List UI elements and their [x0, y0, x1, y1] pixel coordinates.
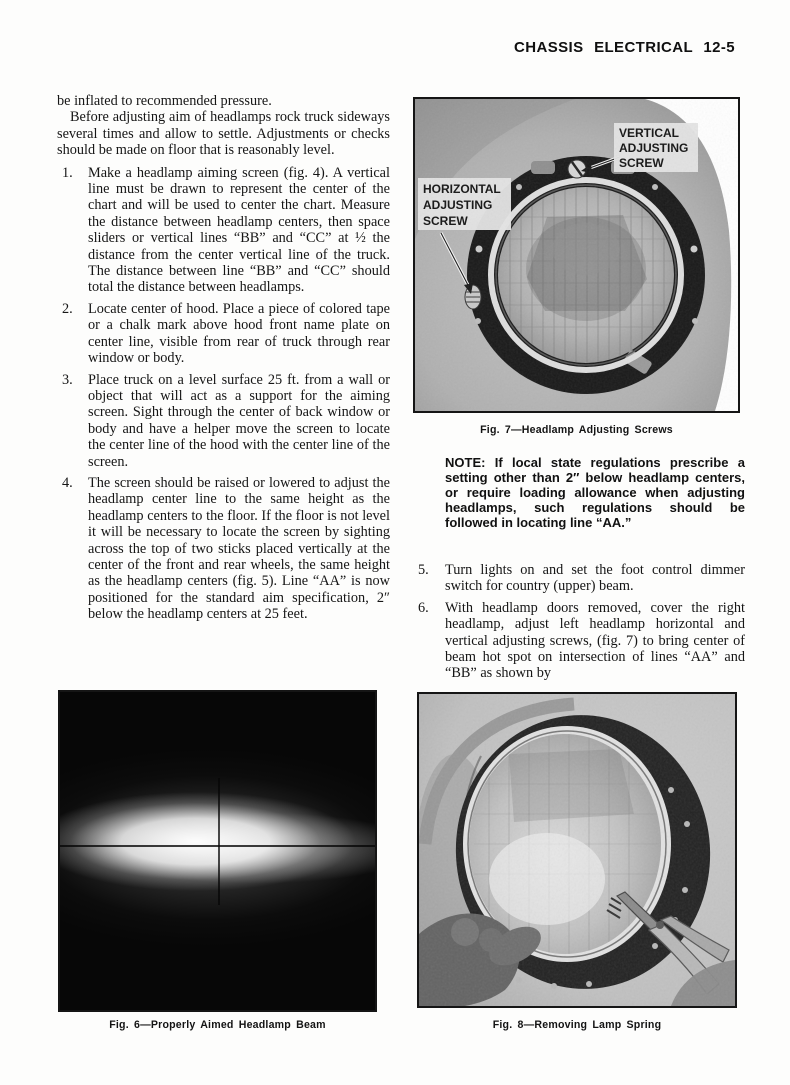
- step-text: With headlamp doors removed, cover the right headlamp, adjust left headlamp horizontal and vertical adjusting screws, (fig. 7) to bring center of beam hot spot on intersection of lines “AA” and “BB” as shown by: [445, 599, 745, 682]
- figure-8-caption: Fig. 8—Removing Lamp Spring: [492, 1019, 662, 1031]
- label-line: ADJUSTING: [423, 198, 493, 212]
- step-item: [57, 372, 390, 470]
- step-item: [413, 562, 745, 595]
- step-item: [57, 475, 390, 623]
- step-number: 4.: [62, 474, 73, 491]
- label-line: ADJUSTING: [619, 141, 689, 155]
- figure-8-removing-lamp-spring-photo: [417, 692, 737, 1008]
- figure-7-caption: Fig. 7—Headlamp Adjusting Screws: [480, 424, 673, 436]
- note-block: NOTE: If local state regulations prescribe a setting other than 2″ below headlamp centers, or require loading allowance when adjusting headlamps, such regulations should be followed in locating line “AA.”: [445, 455, 745, 530]
- figure-6-headlamp-beam-photo: [58, 690, 377, 1012]
- label-line: SCREW: [423, 214, 468, 228]
- step-number: 5.: [418, 562, 429, 578]
- label-line: VERTICAL: [619, 126, 679, 140]
- step-text: The screen should be raised or lowered to adjust the headlamp center line to the same height as the headlamp centers to the floor. If the floor is not level it will be necessary to locate the screen by sighting across the top of two sticks placed vertically at the center of the front and rear wheels, the same height as the headlamp centers (fig. 5). Line “AA” is now positioned for the standard aim specification, 2″ below the headlamp centers at 25 feet.: [88, 474, 390, 623]
- aiming-screen-vertical-line: [218, 778, 220, 905]
- step-item: [57, 165, 390, 296]
- step-number: 1.: [62, 164, 73, 181]
- figure-7-headlamp-adjusting-screws-photo: [413, 97, 740, 413]
- step-item: [413, 600, 745, 682]
- paragraph: be inflated to recommended pressure.: [57, 93, 272, 109]
- step-text: Make a headlamp aiming screen (fig. 4). A vertical line must be drawn to represent the center of the chart and will be used to center the chart. Measure the distance between headlamp centers, then space sliders or vertical lines “BB” and “CC” at ½ the distance from the center vertical line of the truck. The distance between line “BB” and “CC” should total the distance between headlamps.: [88, 164, 390, 296]
- step-text: Locate center of hood. Place a piece of colored tape or a chalk mark above hood front name plate on center line, visible from rear of truck through rear window or body.: [88, 300, 390, 367]
- label-line: HORIZONTAL: [423, 182, 501, 196]
- figure-6-caption: Fig. 6—Properly Aimed Headlamp Beam: [109, 1019, 326, 1031]
- fig8-illustration: [419, 694, 735, 1006]
- step-number: 2.: [62, 300, 73, 317]
- step-number: 6.: [418, 599, 429, 616]
- page-title: CHASSIS ELECTRICAL 12-5: [514, 39, 735, 56]
- numbered-steps: [57, 165, 390, 623]
- left-text-column: [57, 93, 390, 623]
- label-line: SCREW: [619, 156, 664, 170]
- step-item: [57, 301, 390, 367]
- fig7-illustration: [415, 99, 738, 411]
- step-text: Turn lights on and set the foot control dimmer switch for country (upper) beam.: [445, 562, 745, 595]
- paragraph: Before adjusting aim of headlamps rock truck sideways several times and allow to settle. Adjustments or checks should be made on floor that is reasonably level.: [57, 109, 390, 159]
- step-text: Place truck on a level surface 25 ft. from a wall or object that will act as a support for the aiming screen. Sight through the center of back window or body and have a helper move the screen to locate the center line of the hood with the center line of the screen.: [88, 371, 390, 470]
- right-text-column: [413, 557, 745, 682]
- step-number: 3.: [62, 371, 73, 388]
